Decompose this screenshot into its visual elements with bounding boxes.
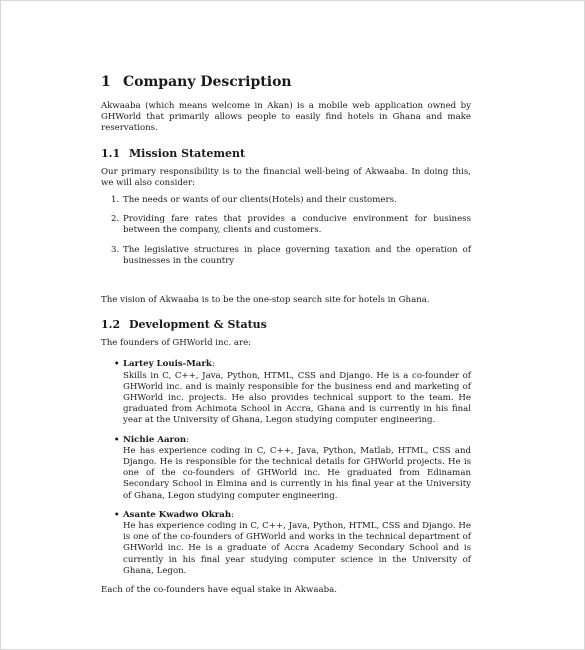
development-heading (101, 318, 471, 332)
founder-description: Skills in C, C++, Java, Python, HTML, CSS and Django. He is a co-founder of GHWorld inc. and is mainly responsible for the business end and marketing of GHWorld inc. projects. He also provides technical support to the team. He graduated from Achimota School in Accra, Ghana and is currently in his final year at the University of Ghana, Legon studying computer engineering. (123, 370, 471, 426)
list-marker: 3. (111, 244, 120, 255)
list-item-text: The needs or wants of our clients(Hotels) and their customers. (123, 195, 397, 206)
list-marker: 2. (111, 214, 120, 225)
bullet-icon: • (114, 434, 120, 445)
founder-name: Nichie Aaron (123, 434, 187, 445)
section-heading (101, 73, 471, 91)
list-item-text: Providing fare rates that provides a conducive environment for business between the company, clients and customers. (123, 214, 471, 236)
founder-name: Asante Kwadwo Okrah (123, 509, 232, 520)
founders-intro: The founders of GHWorld inc. are: (101, 338, 252, 349)
founders-list (101, 359, 471, 577)
vision-statement: The vision of Akwaaba is to be the one-stop search site for hotels in Ghana. (101, 295, 430, 306)
list-item (101, 245, 471, 267)
founder-description: He has experience coding in C, C++, Java, Python, Matlab, HTML, CSS and Django. He is responsible for the technical details for GHWorld projects. He is one of the co-founders of GHWorld inc. He graduated from Edinaman Secondary School in Elmina and is currently in his final year at the University of Ghana, Legon studying computer engineering. (123, 445, 471, 501)
document-content (101, 73, 471, 596)
mission-title: Mission Statement (129, 146, 246, 160)
list-item (101, 214, 471, 236)
development-title: Development & Status (129, 318, 267, 332)
list-item (101, 195, 471, 206)
founder-item: • Nichie Aaron: He has experience coding in C, C++, Java, Python, Matlab, HTML, CSS and Django. He is responsible for the technical details for GHWorld projects. He is one of the co-founders of GHWorld inc. He graduated from Edinaman Secondary School in Elmina and is currently in his final year at the University of Ghana, Legon studying computer engineering. (114, 434, 471, 501)
section-title: Company Description (123, 74, 292, 90)
founder-item: • Asante Kwadwo Okrah: He has experience coding in C, C++, Java, Python, HTML, CSS and Django. He is one of the co-founders of GHWorld and works in the technical department of GHWorld inc. He is a graduate of Accra Academy Secondary School and is currently in his final year studying computer science in the University of Ghana, Legon. (114, 509, 471, 576)
founder-description: He has experience coding in C, C++, Java, Python, HTML, CSS and Django. He is one of the co-founders of GHWorld and works in the technical department of GHWorld inc. He is a graduate of Accra Academy Secondary School and is currently in his final year studying computer science in the University of Ghana, Legon. (123, 521, 471, 576)
section-number: 1 (101, 74, 111, 90)
mission-heading (101, 147, 471, 161)
list-marker: 1. (111, 195, 120, 206)
consider-list (101, 195, 471, 267)
bullet-icon: • (114, 359, 120, 370)
founder-name: Lartey Louis-Mark (123, 359, 212, 370)
mission-intro: Our primary responsibility is to the financial well-being of Akwaaba. In doing this, we will also consider: (101, 166, 471, 188)
company-intro: Akwaaba (which means welcome in Akan) is a mobile web application owned by GHWorld that primarily allows people to easily find hotels in Ghana and make reservations. (101, 101, 471, 134)
mission-number: 1.1 (101, 146, 121, 160)
closing-statement: Each of the co-founders have equal stake in Akwaaba. (101, 585, 337, 596)
founder-item: • Lartey Louis-Mark: Skills in C, C++, Java, Python, HTML, CSS and Django. He is a co-founder of GHWorld inc. and is mainly responsible for the business end and marketing of GHWorld inc. projects. He also provides technical support to the team. He graduated from Achimota School in Accra, Ghana and is currently in his final year at the University of Ghana, Legon studying computer engineering. (114, 359, 471, 426)
bullet-icon: • (114, 509, 120, 520)
development-number: 1.2 (101, 318, 121, 332)
list-item-text: The legislative structures in place governing taxation and the operation of businesses in the country (123, 244, 471, 266)
